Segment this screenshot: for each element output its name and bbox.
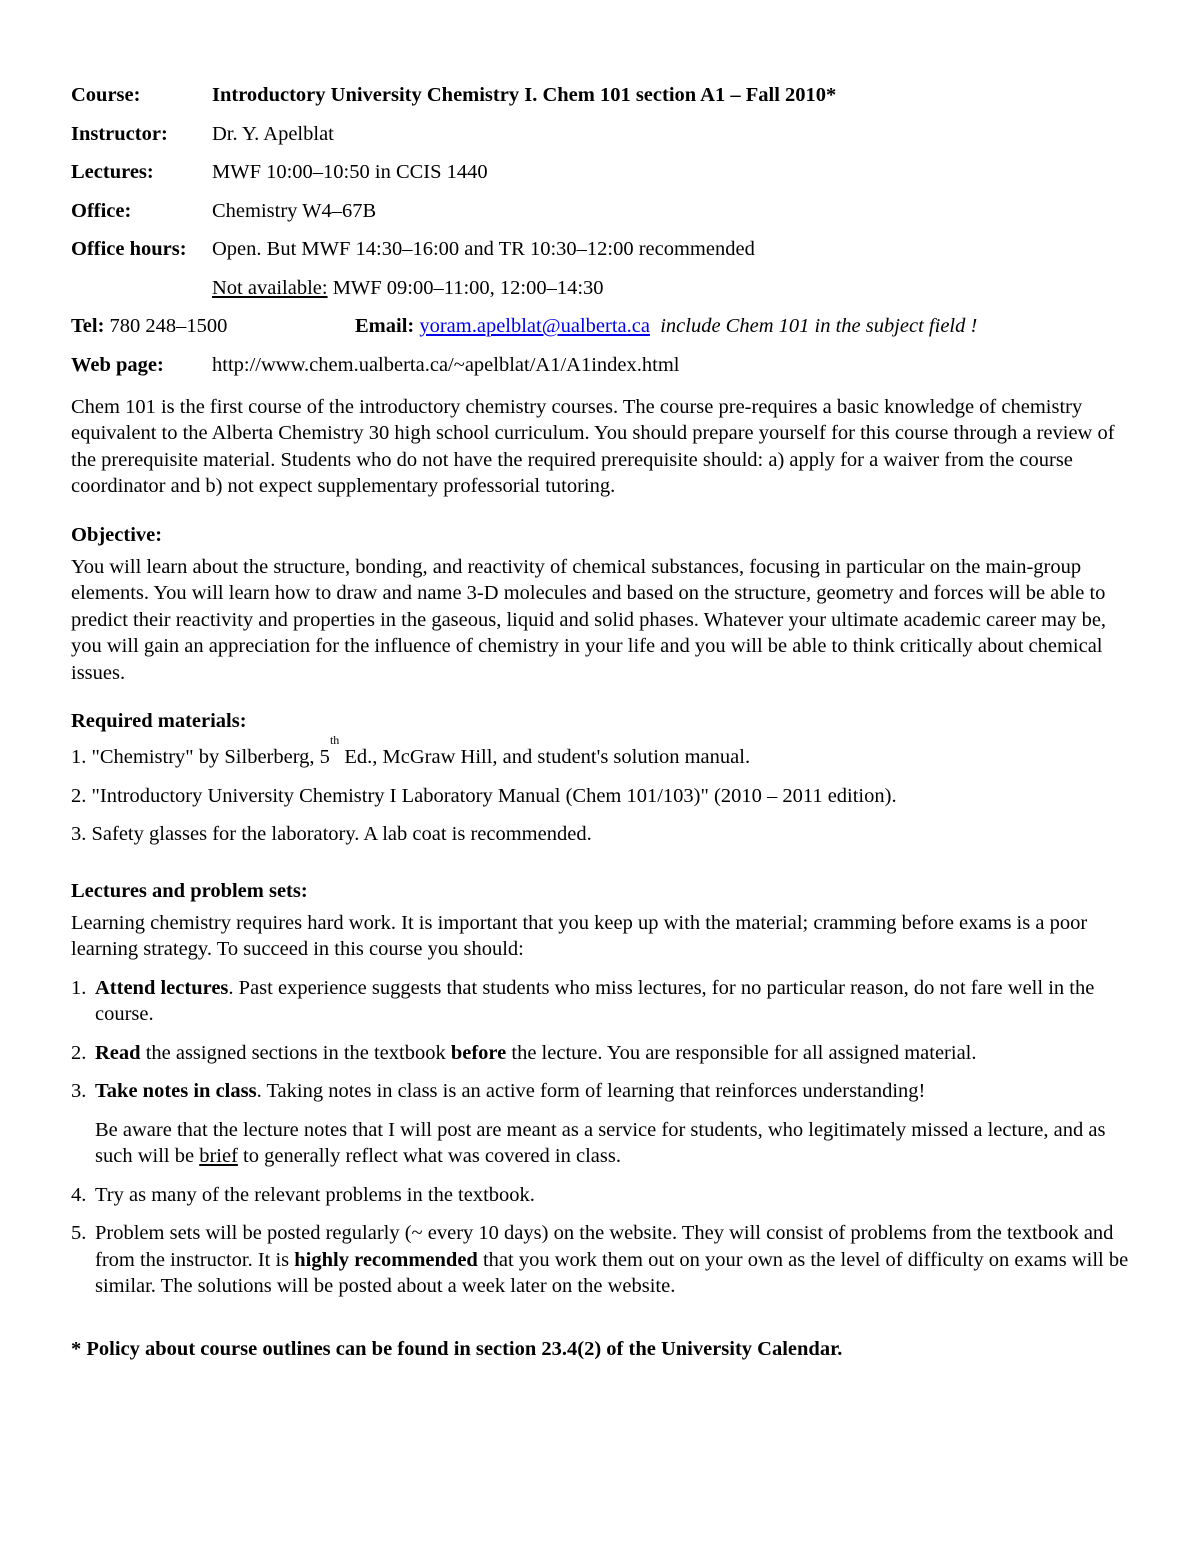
list-item: 3. Take notes in class. Taking notes in class is an active form of learning that reinforces understanding! <box>71 1080 926 1102</box>
office-hours-value: Open. But MWF 14:30–16:00 and TR 10:30–12:00 recommended <box>212 238 755 260</box>
materials-heading: Required materials: <box>71 710 247 732</box>
list-item: 3. Safety glasses for the laboratory. A lab coat is recommended. <box>71 823 592 845</box>
not-available-label: Not available: <box>212 276 328 299</box>
web-page-row <box>71 352 1130 378</box>
lecture-notes-note: Be aware that the lecture notes that I will post are meant as a service for students, who legitimately missed a lecture, and as such will be brief to generally reflect what was covered in class. <box>95 1118 1106 1167</box>
office-value: Chemistry W4–67B <box>212 199 377 222</box>
office-hours-row <box>71 236 1130 262</box>
course-label: Course: <box>71 84 141 106</box>
tel-label: Tel: <box>71 315 105 337</box>
lectures-label: Lectures: <box>71 161 154 183</box>
office-hours-label: Office hours: <box>71 238 187 260</box>
course-row <box>71 82 1130 108</box>
lectures-heading: Lectures and problem sets: <box>71 879 308 902</box>
not-available-row <box>71 275 1130 301</box>
tel-value: 780 248–1500 <box>104 315 228 337</box>
email-label: Email: <box>355 315 415 337</box>
list-item: 1. Attend lectures. Past experience suggests that students who miss lectures, for no particular reason, do not fare well in the course. <box>71 976 1095 1025</box>
list-item: 5. Problem sets will be posted regularly (~ every 10 days) on the website. They will consist of problems from the textbook and from the instructor. It is highly recommended that you work them out on your own as the level of difficulty on exams will be similar. The solutions will be posted about a week later on the website. <box>71 1222 1129 1297</box>
list-item: 4. Try as many of the relevant problems in the textbook. <box>71 1183 535 1206</box>
materials-list <box>71 733 1130 848</box>
instructor-label: Instructor: <box>71 122 168 145</box>
email-note: include Chem 101 in the subject field ! <box>660 315 978 337</box>
contact-row <box>71 313 1130 339</box>
instructor-value: Dr. Y. Apelblat <box>212 122 334 145</box>
list-item: 2. "Introductory University Chemistry I Laboratory Manual (Chem 101/103)" (2010 – 2011 edition). <box>71 784 897 807</box>
lectures-intro: Learning chemistry requires hard work. It is important that you keep up with the material; cramming before exams is a poor learning strategy. To succeed in this course you should: <box>71 911 1088 960</box>
list-item: 2. Read the assigned sections in the textbook before the lecture. You are responsible for all assigned material. <box>71 1041 977 1064</box>
policy-footnote: * Policy about course outlines can be found in section 23.4(2) of the University Calendar. <box>71 1337 843 1360</box>
objective-paragraph: You will learn about the structure, bonding, and reactivity of chemical substances, focusing in particular on the main-group elements. You will learn how to draw and name 3-D molecules and based on the structure, geometry and forces will be able to predict their reactivity and properties in the gaseous, liquid and solid phases. Whatever your ultimate academic career may be, you will gain an appreciation for the influence of chemistry in your life and you will be able to think critically about chemical issues. <box>71 555 1107 684</box>
web-page-label: Web page: <box>71 353 164 376</box>
objective-heading: Objective: <box>71 523 163 546</box>
email-link[interactable]: yoram.apelblat@ualberta.ca <box>419 315 650 337</box>
instructor-row <box>71 121 1130 147</box>
lectures-value: MWF 10:00–10:50 in CCIS 1440 <box>212 161 488 183</box>
web-page-url: http://www.chem.ualberta.ca/~apelblat/A1/A1index.html <box>212 353 680 376</box>
list-item: 1. "Chemistry" by Silberberg, 5th Ed., McGraw Hill, and student's solution manual. <box>71 733 751 768</box>
office-label: Office: <box>71 199 132 222</box>
office-row <box>71 198 1130 224</box>
intro-paragraph: Chem 101 is the first course of the introductory chemistry courses. The course pre-requires a basic knowledge of chemistry equivalent to the Alberta Chemistry 30 high school curriculum. You should prepare yourself for this course through a review of the prerequisite material. Students who do not have the required prerequisite should: a) apply for a waiver from the course coordinator and b) not expect supplementary professorial tutoring. <box>71 395 1115 497</box>
lectures-row <box>71 159 1130 185</box>
not-available-value: MWF 09:00–11:00, 12:00–14:30 <box>327 276 604 299</box>
course-value: Introductory University Chemistry I. Chem 101 section A1 – Fall 2010* <box>212 84 837 106</box>
